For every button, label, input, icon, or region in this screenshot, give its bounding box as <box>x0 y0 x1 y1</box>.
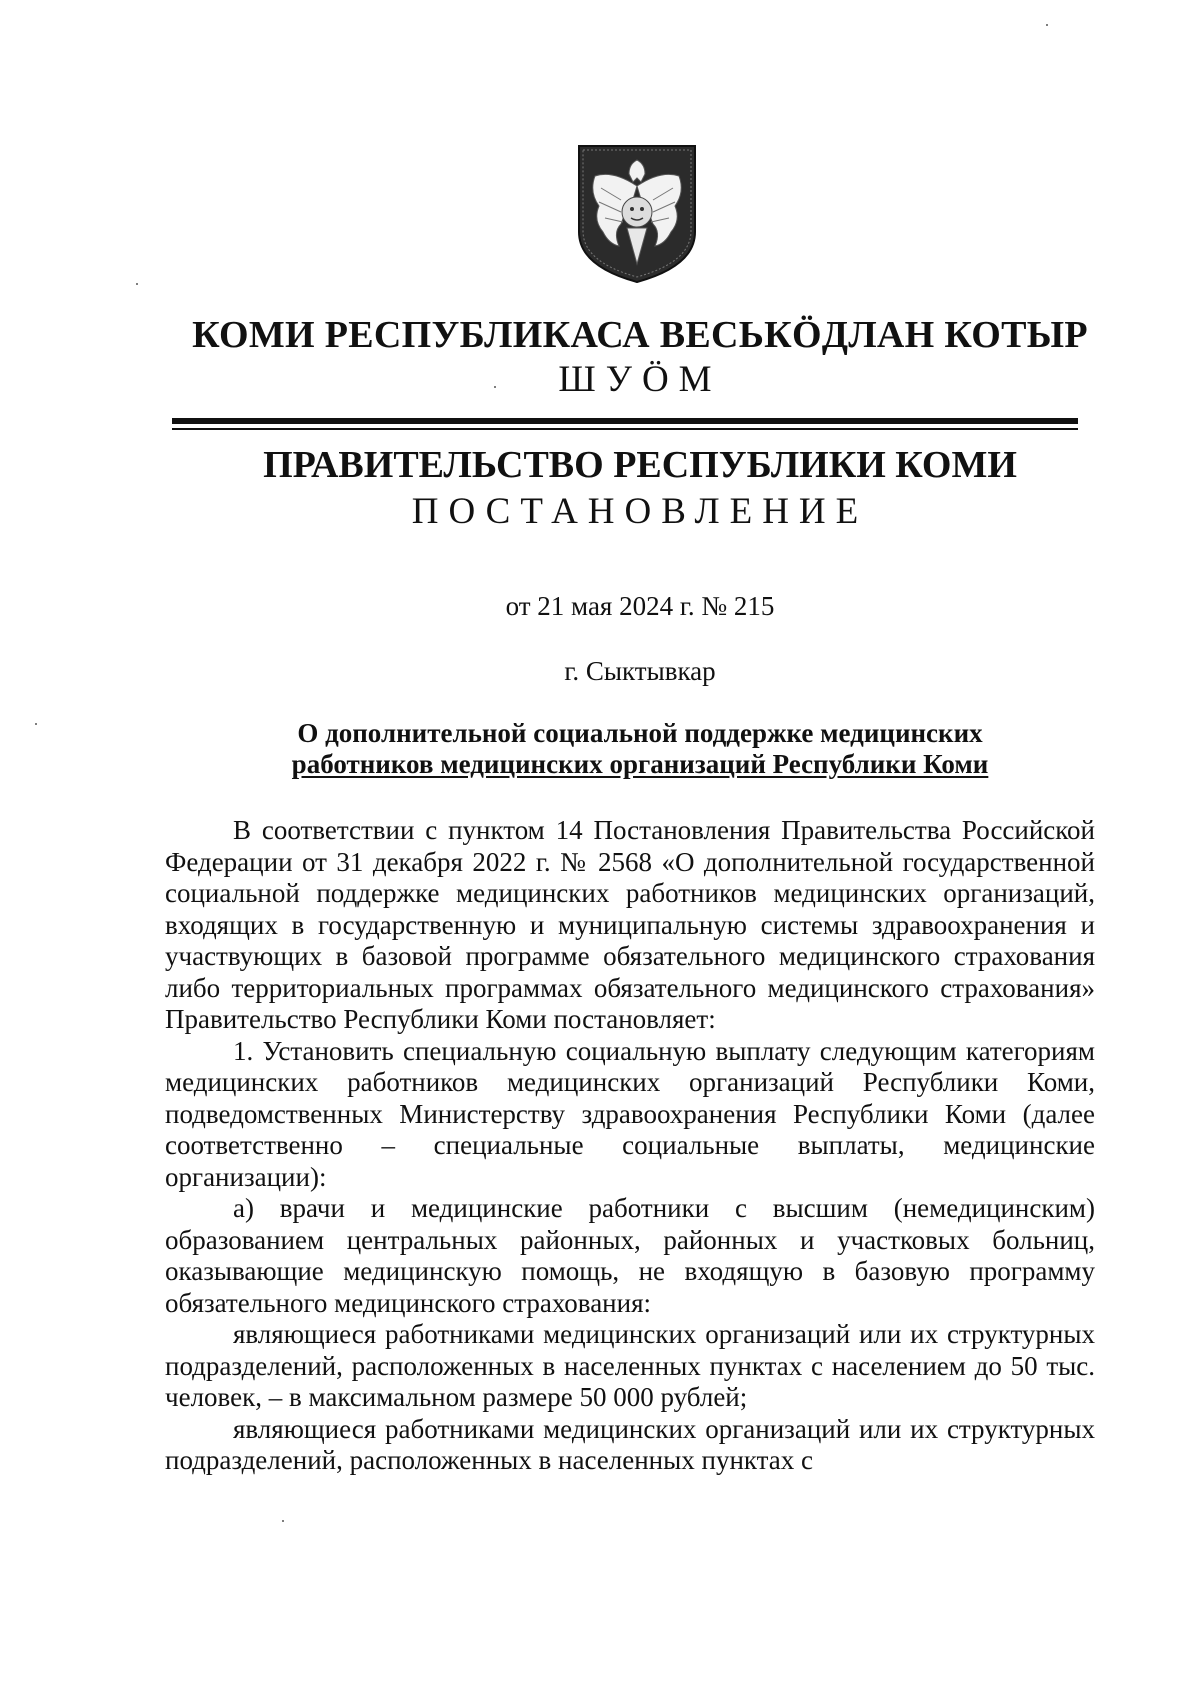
government-title: ПРАВИТЕЛЬСТВО РЕСПУБЛИКИ КОМИ <box>263 444 1017 486</box>
body-paragraph: являющиеся работниками медицинских организаций или их структурных подразделений, расположенных в населенных пунктах с <box>165 1413 1095 1475</box>
komi-document-type: ШУӦМ <box>558 359 722 400</box>
document-date-number: от 21 мая 2024 г. № 215 <box>505 591 775 621</box>
document-type: ПОСТАНОВЛЕНИЕ <box>411 491 869 532</box>
komi-coat-of-arms-icon <box>573 140 701 286</box>
body-paragraph: а) врачи и медицинские работники с высшим (немедицинским) образованием центральных районных, районных и участковых больниц, оказывающие медицинскую помощь, не входящую в базовую программу обязательного медицинского страхования: <box>165 1193 1095 1318</box>
body-paragraph: 1. Установить специальную социальную выплату следующим категориям медицинских работников медицинских организаций Республики Коми, подведомственных Министерству здравоохранения Республики Коми (далее соответственно – специальные социальные выплаты, медицинские организации): <box>165 1035 1095 1192</box>
subject-line-2: работников медицинских организаций Республики Коми <box>291 749 989 779</box>
document-subject <box>150 718 1130 780</box>
scan-speck <box>282 1520 284 1522</box>
scan-speck <box>136 283 138 285</box>
header-divider-thin <box>172 428 1078 430</box>
document-city: г. Сыктывкар <box>564 656 716 686</box>
komi-government-title: КОМИ РЕСПУБЛИКАСА ВЕСЬКӦДЛАН КОТЫР <box>192 314 1088 356</box>
document-body <box>165 815 1095 1477</box>
scan-speck <box>35 723 37 725</box>
subject-line-1: О дополнительной социальной поддержке медицинских <box>297 718 983 748</box>
body-paragraph: являющиеся работниками медицинских организаций или их структурных подразделений, расположенных в населенных пунктах с населением до 50 тыс. человек, – в максимальном размере 50 000 рублей; <box>165 1319 1095 1412</box>
header-divider-thick <box>172 418 1078 424</box>
body-paragraph: В соответствии с пунктом 14 Постановления Правительства Российской Федерации от 31 декабря 2022 г. № 2568 «О дополнительной государственной социальной поддержке медицинских работников медицинских организаций, входящих в государственную и муниципальную системы здравоохранения и участвующих в базовой программе обязательного медицинского страхования либо территориальных программах обязательного медицинского страхования» Правительство Республики Коми постановляет: <box>165 815 1095 1034</box>
scan-speck <box>1046 24 1048 26</box>
scan-speck <box>494 386 496 388</box>
